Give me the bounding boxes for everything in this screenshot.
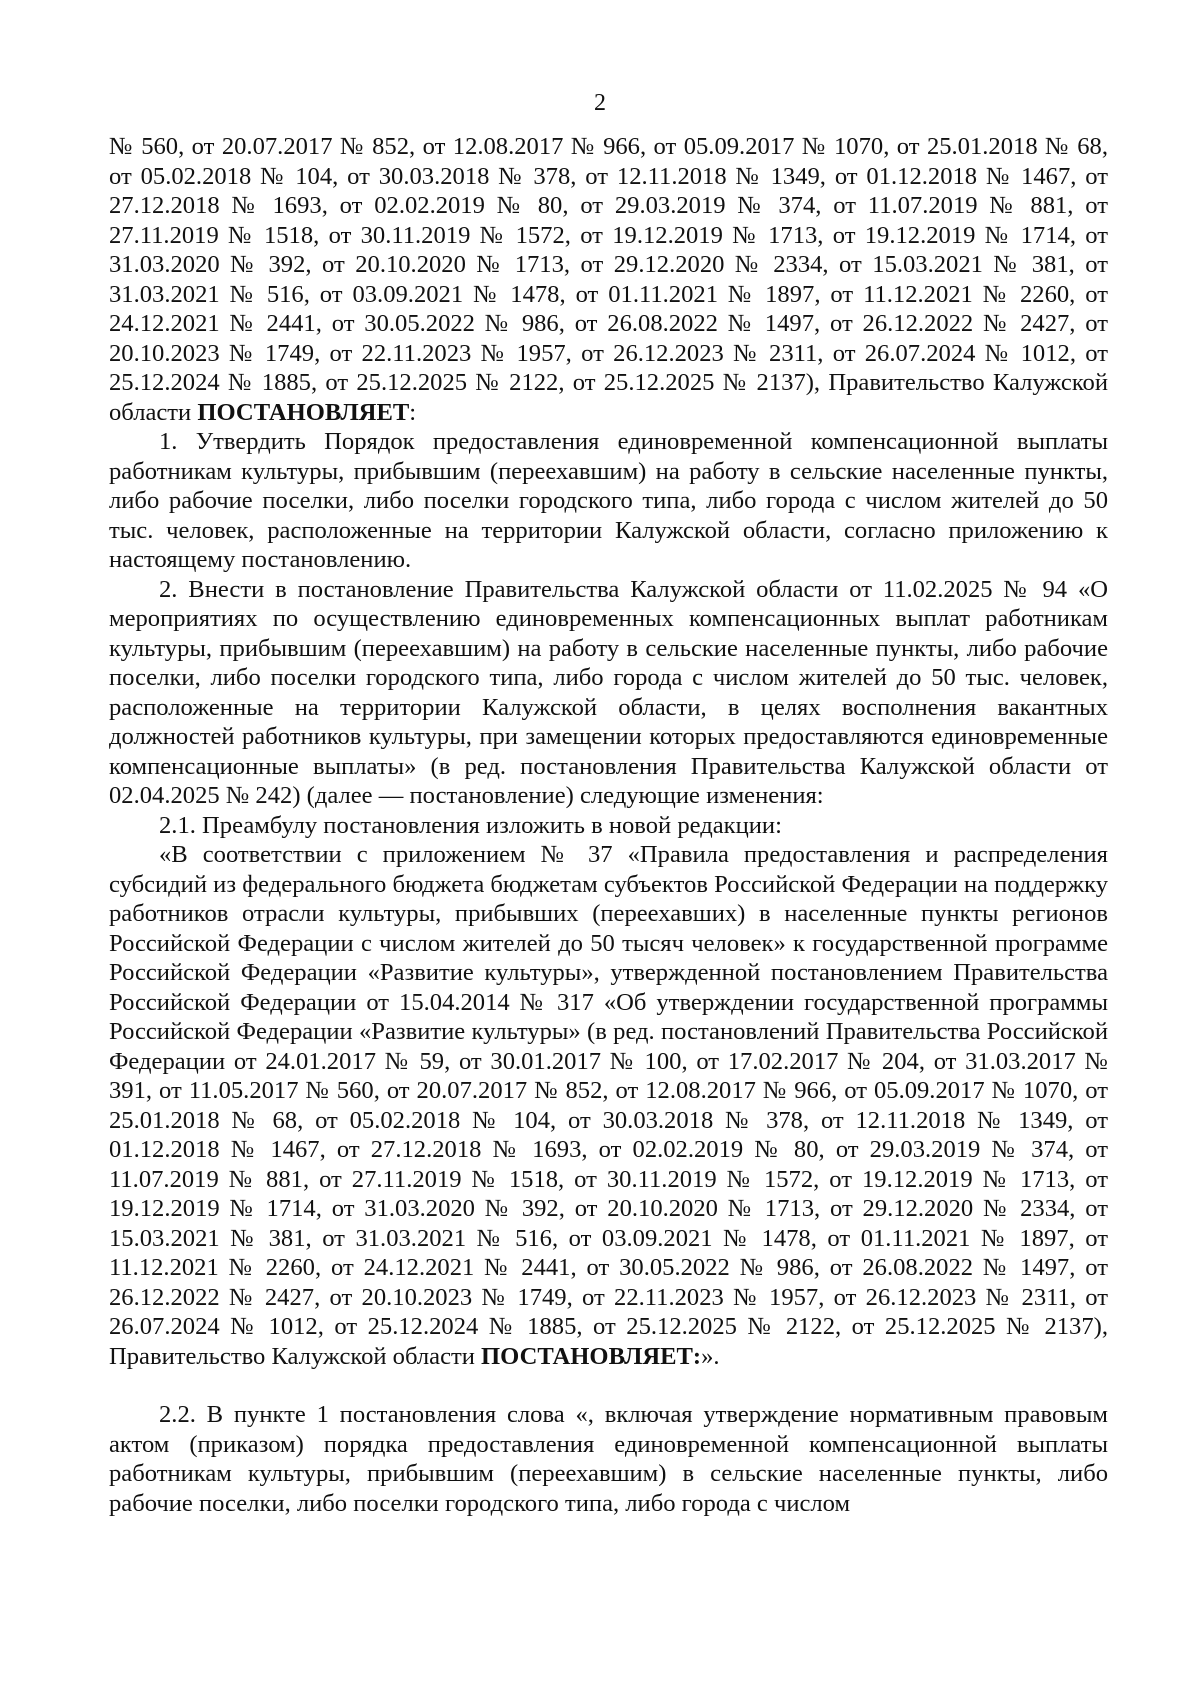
paragraph-item-1: 1. Утвердить Порядок предоставления единовременной компенсационной выплаты работникам культуры, прибывшим (переехавшим) на работу в сельские населенные пункты, либо рабочие поселки, либо поселки городского типа, либо города с числом жителей до 50 тыс. человек, расположенные на территории Калужской области, согласно приложению к настоящему постановлению.: [109, 428, 1108, 573]
new-preamble-text: «В соответствии с приложением № 37 «Правила предоставления и распределения субсидий из федерального бюджета бюджетам субъектов Российской Федерации на поддержку работников отрасли культуры, прибывших (переехавших) в населенные пункты регионов Российской Федерации с числом жителей до 50 тысяч человек» к государственной программе Российской Федерации «Развитие культуры», утвержденной постановлением Правительства Российской Федерации от 15.04.2014 № 317 «Об утверждении государственной программы Российской Федерации «Развитие культуры» (в ред. постановлений Правительства Российской Федерации от 24.01.2017 № 59, от 30.01.2017 № 100, от 17.02.2017 № 204, от 31.03.2017 № 391, от 11.05.2017 № 560, от 20.07.2017 № 852, от 12.08.2017 № 966, от 05.09.2017 № 1070, от 25.01.2018 № 68, от 05.02.2018 № 104, от 30.03.2018 № 378, от 12.11.2018 № 1349, от 01.12.2018 № 1467, от 27.12.2018 № 1693, от 02.02.2019 № 80, от 29.03.2019 № 374, от 11.07.2019 № 881, от 27.11.2019 № 1518, от 30.11.2019 № 1572, от 19.12.2019 № 1713, от 19.12.2019 № 1714, от 31.03.2020 № 392, от 20.10.2020 № 1713, от 29.12.2020 № 2334, от 15.03.2021 № 381, от 31.03.2021 № 516, от 03.09.2021 № 1478, от 01.11.2021 № 1897, от 11.12.2021 № 2260, от 24.12.2021 № 2441, от 30.05.2022 № 986, от 26.08.2022 № 1497, от 26.12.2022 № 2427, от 20.10.2023 № 1749, от 22.11.2023 № 1957, от 26.12.2023 № 2311, от 26.07.2024 № 1012, от 25.12.2024 № 1885, от 25.12.2025 № 2122, от 25.12.2025 № 2137), Правительство Калужской области: [109, 841, 1108, 1370]
resolves-keyword-2: ПОСТАНОВЛЯЕТ:: [481, 1342, 702, 1370]
page-number: 2: [594, 90, 606, 116]
paragraph-item-2-2: 2.2. В пункте 1 постановления слова «, включая утверждение нормативным правовым актом (приказом) порядка предоставления единовременной компенсационной выплаты работникам культуры, прибывшим (переехавшим) в сельские населенные пункты, либо рабочие поселки, либо поселки городского типа, либо города с числом: [109, 1401, 1108, 1517]
paragraph-item-2: 2. Внести в постановление Правительства Калужской области от 11.02.2025 № 94 «О мероприятиях по осуществлению единовременных компенсационных выплат работникам культуры, прибывшим (переехавшим) на работу в сельские населенные пункты, либо рабочие поселки, либо поселки городского типа, либо города с числом жителей до 50 тыс. человек, расположенные на территории Калужской области, в целях восполнения вакантных должностей работников культуры, при замещении которых предоставляются единовременные компенсационные выплаты» (в ред. постановления Правительства Калужской области от 02.04.2025 № 242) (далее — постановление) следующие изменения:: [109, 575, 1108, 809]
resolves-keyword: ПОСТАНОВЛЯЕТ: [197, 398, 410, 426]
preamble-tail: :: [409, 398, 417, 426]
document-body: [109, 132, 1108, 1518]
paragraph-item-2-1: 2.1. Преамбулу постановления изложить в новой редакции:: [159, 811, 782, 839]
preamble-text: № 560, от 20.07.2017 № 852, от 12.08.2017 № 966, от 05.09.2017 № 1070, от 25.01.2018 № 68, от 05.02.2018 № 104, от 30.03.2018 № 378, от 12.11.2018 № 1349, от 01.12.2018 № 1467, от 27.12.2018 № 1693, от 02.02.2019 № 80, от 29.03.2019 № 374, от 11.07.2019 № 881, от 27.11.2019 № 1518, от 30.11.2019 № 1572, от 19.12.2019 № 1713, от 19.12.2019 № 1714, от 31.03.2020 № 392, от 20.10.2020 № 1713, от 29.12.2020 № 2334, от 15.03.2021 № 381, от 31.03.2021 № 516, от 03.09.2021 № 1478, от 01.11.2021 № 1897, от 11.12.2021 № 2260, от 24.12.2021 № 2441, от 30.05.2022 № 986, от 26.08.2022 № 1497, от 26.12.2022 № 2427, от 20.10.2023 № 1749, от 22.11.2023 № 1957, от 26.12.2023 № 2311, от 26.07.2024 № 1012, от 25.12.2024 № 1885, от 25.12.2025 № 2122, от 25.12.2025 № 2137), Правительство Калужской области: [109, 133, 1108, 426]
paragraph-new-preamble: [109, 840, 1108, 1371]
new-preamble-tail: ».: [701, 1342, 720, 1370]
paragraph-preamble-continuation: [109, 132, 1108, 427]
